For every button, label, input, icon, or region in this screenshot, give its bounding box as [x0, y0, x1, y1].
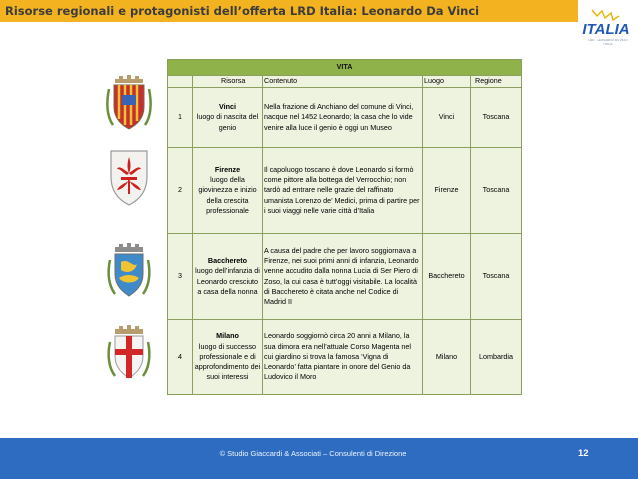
column-header-number [168, 76, 193, 88]
page-title: Risorse regionali e protagonisti dell’offerta LRD Italia: Leonardo Da Vinci [5, 4, 480, 18]
resource-description: luogo di successo professionale e di approfondimento dei suoi interessi [194, 341, 261, 382]
resource-name: Vinci [218, 102, 237, 112]
logo-wordmark: ITALIA [582, 21, 630, 38]
resource-cell [193, 320, 263, 395]
header-bar [0, 0, 578, 22]
place-cell: Milano [423, 320, 471, 395]
column-header-contenuto: Contenuto [263, 76, 423, 88]
firenze-crest-icon [105, 147, 153, 209]
bacchereto-crest-icon [105, 240, 153, 302]
row-number: 3 [168, 234, 193, 320]
region-cell: Toscana [471, 88, 522, 148]
place-cell: Firenze [423, 148, 471, 234]
place-cell: Bacchereto [423, 234, 471, 320]
footer-copyright: © Studio Giaccardi & Associati – Consulenti di Direzione [219, 449, 407, 458]
table-row [168, 320, 522, 395]
resource-description: luogo dell’infanzia di Leonardo cresciuto a casa della nonna [195, 266, 260, 296]
resource-name: Firenze [214, 164, 241, 174]
row-number: 4 [168, 320, 193, 395]
region-cell: Toscana [471, 148, 522, 234]
table-row [168, 234, 522, 320]
column-header-luogo: Luogo [423, 76, 471, 88]
milano-crest-icon [105, 322, 153, 384]
content-cell: Nella frazione di Anchiano del comune di Vinci, nacque nel 1452 Leonardo; la casa che lo vide venire alla luce il genio è oggi un Museo [263, 88, 423, 148]
resource-cell [193, 88, 263, 148]
vita-table [167, 59, 522, 395]
region-cell: Toscana [471, 234, 522, 320]
logo-caption: LRD · LEONARDO DA VINCI ITALIA [588, 38, 628, 46]
page-number: 12 [578, 448, 589, 459]
resource-name: Milano [216, 331, 239, 341]
resource-cell [193, 234, 263, 320]
column-header-regione: Regione [471, 76, 522, 88]
row-number: 2 [168, 148, 193, 234]
resource-cell [193, 148, 263, 234]
row-number: 1 [168, 88, 193, 148]
table-title: VITA [168, 60, 522, 76]
vinci-crest-icon [105, 73, 153, 135]
resource-name: Bacchereto [207, 256, 248, 266]
footer-bar [0, 438, 638, 479]
place-cell: Vinci [423, 88, 471, 148]
table-row [168, 148, 522, 234]
table-row [168, 88, 522, 148]
content-cell: Leonardo soggiornò circa 20 anni a Milano, la sua dimora era nell’attuale Corso Magenta nel cui giardino si trova la famosa ‘Vigna di Leonardo’ fatta piantare in onore del Genio da Ludovico il Moro [263, 320, 423, 395]
content-cell: Il capoluogo toscano è dove Leonardo si formò come pittore alla bottega del Verrocchio; non tardò ad entrare nelle grazie del raffinato umanista Lorenzo de’ Medici, prima di partire per i suoi viaggi nelle varie città d’Italia [263, 148, 423, 234]
resource-description: luogo della giovinezza e inizio della crescita professionale [198, 175, 257, 215]
resource-description: luogo di nascita del genio [196, 112, 259, 132]
region-cell: Lombardia [471, 320, 522, 395]
content-cell: A causa del padre che per lavoro soggiornava a Firenze, nei suoi primi anni di infanzia, Leonardo venne accudito dalla nonna Lucia di Ser Piero di Zoso, la cui casa è tutt’oggi visitabile. La località di Bacchereto è citata anche nel Codice di Madrid II [263, 234, 423, 320]
column-header-risorsa: Risorsa [193, 76, 263, 88]
